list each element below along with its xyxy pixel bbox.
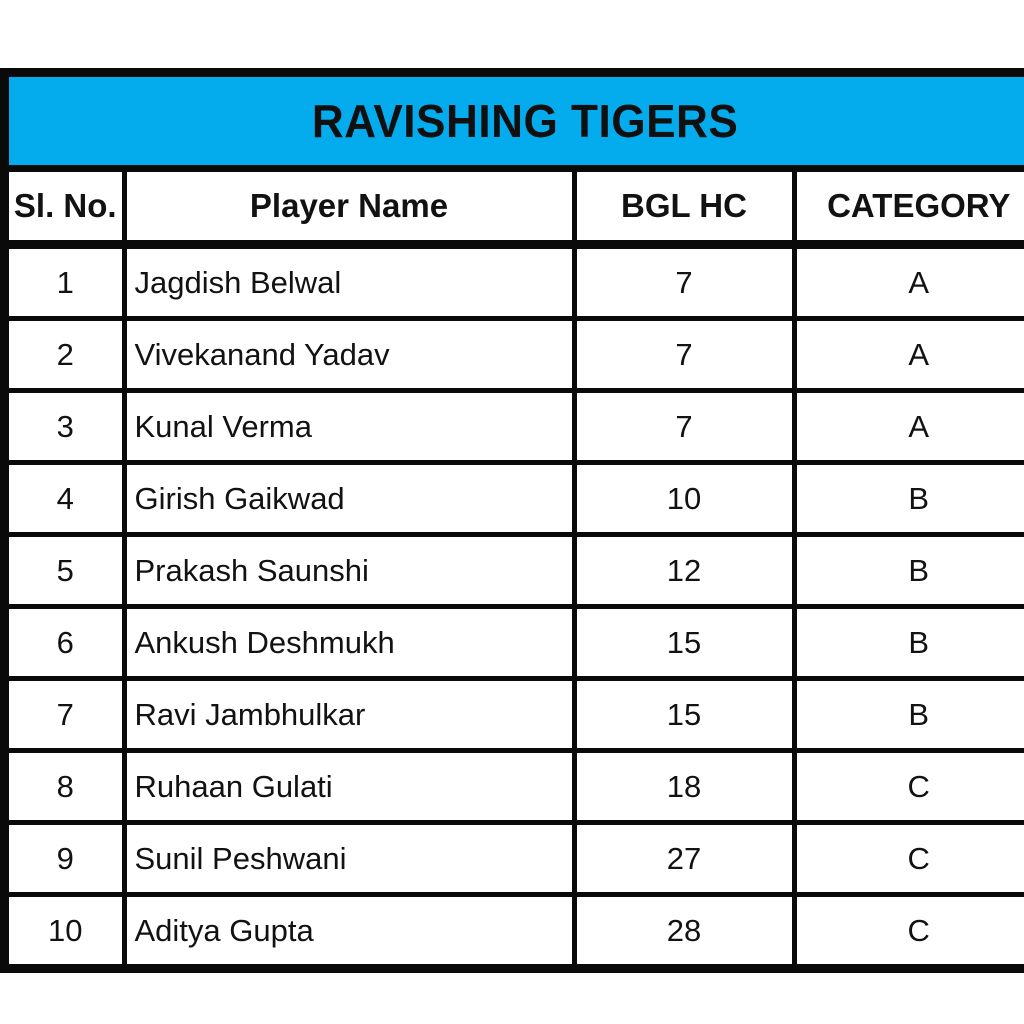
roster-table-body <box>9 245 1024 965</box>
cell-sl-no: 7 <box>9 679 124 751</box>
cell-sl-no: 4 <box>9 463 124 535</box>
cell-bgl-hc: 7 <box>574 319 794 391</box>
cell-bgl-hc: 15 <box>574 607 794 679</box>
cell-sl-no: 3 <box>9 391 124 463</box>
cell-sl-no: 5 <box>9 535 124 607</box>
team-title: RAVISHING TIGERS <box>311 95 739 147</box>
cell-category: B <box>794 607 1024 679</box>
cell-bgl-hc: 7 <box>574 245 794 319</box>
header-sl-no: Sl. No. <box>9 172 124 245</box>
cell-category: A <box>794 245 1024 319</box>
cell-bgl-hc: 28 <box>574 895 794 965</box>
team-banner <box>9 77 1024 172</box>
cell-category: B <box>794 679 1024 751</box>
table-row <box>9 391 1024 463</box>
cell-category: B <box>794 463 1024 535</box>
cell-player-name: Aditya Gupta <box>124 895 574 965</box>
cell-player-name: Ravi Jambhulkar <box>124 679 574 751</box>
cell-player-name: Ruhaan Gulati <box>124 751 574 823</box>
cell-bgl-hc: 7 <box>574 391 794 463</box>
table-row <box>9 895 1024 965</box>
cell-sl-no: 2 <box>9 319 124 391</box>
cell-player-name: Prakash Saunshi <box>124 535 574 607</box>
cell-sl-no: 1 <box>9 245 124 319</box>
table-row <box>9 319 1024 391</box>
cell-category: A <box>794 319 1024 391</box>
table-row <box>9 607 1024 679</box>
cell-category: C <box>794 895 1024 965</box>
cell-player-name: Vivekanand Yadav <box>124 319 574 391</box>
cell-player-name: Jagdish Belwal <box>124 245 574 319</box>
cell-bgl-hc: 18 <box>574 751 794 823</box>
cell-category: C <box>794 823 1024 895</box>
header-category: CATEGORY <box>794 172 1024 245</box>
cell-bgl-hc: 12 <box>574 535 794 607</box>
roster-table <box>9 172 1024 964</box>
header-bgl-hc: BGL HC <box>574 172 794 245</box>
table-row <box>9 679 1024 751</box>
cell-sl-no: 6 <box>9 607 124 679</box>
table-row <box>9 535 1024 607</box>
cell-player-name: Kunal Verma <box>124 391 574 463</box>
roster-table-header <box>9 172 1024 245</box>
table-row <box>9 751 1024 823</box>
cell-category: C <box>794 751 1024 823</box>
cell-bgl-hc: 10 <box>574 463 794 535</box>
cell-player-name: Sunil Peshwani <box>124 823 574 895</box>
team-roster-sheet <box>0 68 1024 973</box>
cell-sl-no: 9 <box>9 823 124 895</box>
table-row <box>9 823 1024 895</box>
cell-player-name: Ankush Deshmukh <box>124 607 574 679</box>
cell-category: A <box>794 391 1024 463</box>
header-row <box>9 172 1024 245</box>
cell-bgl-hc: 27 <box>574 823 794 895</box>
table-row <box>9 245 1024 319</box>
cell-sl-no: 10 <box>9 895 124 965</box>
table-row <box>9 463 1024 535</box>
cell-sl-no: 8 <box>9 751 124 823</box>
cell-category: B <box>794 535 1024 607</box>
header-player-name: Player Name <box>124 172 574 245</box>
cell-player-name: Girish Gaikwad <box>124 463 574 535</box>
cell-bgl-hc: 15 <box>574 679 794 751</box>
